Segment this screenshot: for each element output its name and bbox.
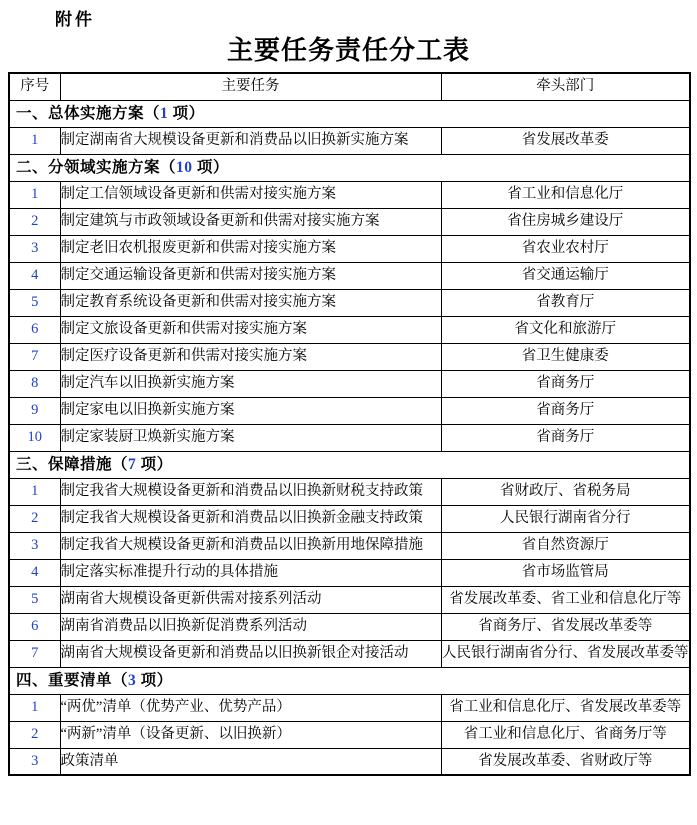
- section-title-text: 项）: [192, 158, 229, 176]
- department-cell: 省商务厅: [441, 424, 690, 451]
- section-title-text: 项）: [168, 104, 205, 122]
- row-number-cell: 3: [9, 235, 60, 262]
- row-number-cell: 1: [9, 694, 60, 721]
- task-cell: “两优”清单（优势产业、优势产品）: [60, 694, 441, 721]
- table-row: [9, 505, 690, 532]
- department-cell: 省工业和信息化厅、省商务厅等: [441, 721, 690, 748]
- department-cell: 省自然资源厅: [441, 532, 690, 559]
- row-number-cell: 6: [9, 316, 60, 343]
- row-number-cell: 1: [9, 181, 60, 208]
- department-cell: 省卫生健康委: [441, 343, 690, 370]
- table-row: [9, 370, 690, 397]
- section-title-text: 四、重要清单（: [16, 671, 129, 689]
- task-cell: 制定我省大规模设备更新和消费品以旧换新金融支持政策: [60, 505, 441, 532]
- section-item-count: 1: [160, 104, 169, 122]
- table-row: [9, 721, 690, 748]
- table-row: [9, 748, 690, 775]
- task-cell: 政策清单: [60, 748, 441, 775]
- task-cell: 湖南省大规模设备更新和消费品以旧换新银企对接活动: [60, 640, 441, 667]
- department-cell: 省农业农村厅: [441, 235, 690, 262]
- department-cell: 省商务厅、省发展改革委等: [441, 613, 690, 640]
- department-cell: 省工业和信息化厅、省发展改革委等: [441, 694, 690, 721]
- row-number-cell: 1: [9, 127, 60, 154]
- row-number-cell: 10: [9, 424, 60, 451]
- task-cell: 制定交通运输设备更新和供需对接实施方案: [60, 262, 441, 289]
- task-cell: 湖南省大规模设备更新供需对接系列活动: [60, 586, 441, 613]
- task-cell: 制定老旧农机报废更新和供需对接实施方案: [60, 235, 441, 262]
- table-row: [9, 289, 690, 316]
- section-title-text: 二、分领域实施方案（: [16, 158, 177, 176]
- table-row: [9, 640, 690, 667]
- department-cell: 人民银行湖南省分行、省发展改革委等: [441, 640, 690, 667]
- table-row: [9, 262, 690, 289]
- section-header-row: [9, 451, 690, 478]
- task-cell: 制定汽车以旧换新实施方案: [60, 370, 441, 397]
- task-cell: 制定工信领域设备更新和供需对接实施方案: [60, 181, 441, 208]
- row-number-cell: 3: [9, 532, 60, 559]
- section-title-text: 项）: [136, 671, 173, 689]
- department-cell: 省发展改革委: [441, 127, 690, 154]
- table-row: [9, 235, 690, 262]
- department-cell: 省教育厅: [441, 289, 690, 316]
- section-item-count: 10: [176, 158, 193, 176]
- row-number-cell: 2: [9, 208, 60, 235]
- header-row: [9, 73, 690, 100]
- section-header-row: [9, 667, 690, 694]
- row-number-cell: 4: [9, 262, 60, 289]
- department-cell: 省工业和信息化厅: [441, 181, 690, 208]
- col-header-task: 主要任务: [60, 73, 441, 100]
- task-cell: 制定医疗设备更新和供需对接实施方案: [60, 343, 441, 370]
- table-row: [9, 478, 690, 505]
- section-item-count: 7: [128, 455, 137, 473]
- table-row: [9, 208, 690, 235]
- table-row: [9, 127, 690, 154]
- task-cell: 制定家装厨卫焕新实施方案: [60, 424, 441, 451]
- department-cell: 省文化和旅游厅: [441, 316, 690, 343]
- col-header-department: 牵头部门: [441, 73, 690, 100]
- table-header: [9, 73, 690, 100]
- table-row: [9, 694, 690, 721]
- section-item-count: 3: [128, 671, 137, 689]
- table-row: [9, 343, 690, 370]
- page-title: 主要任务责任分工表: [226, 35, 470, 65]
- department-cell: 省发展改革委、省工业和信息化厅等: [441, 586, 690, 613]
- department-cell: 省市场监管局: [441, 559, 690, 586]
- task-cell: 制定我省大规模设备更新和消费品以旧换新用地保障措施: [60, 532, 441, 559]
- table-row: [9, 559, 690, 586]
- section-title: [9, 667, 690, 694]
- department-cell: 人民银行湖南省分行: [441, 505, 690, 532]
- task-cell: 制定落实标准提升行动的具体措施: [60, 559, 441, 586]
- task-cell: 制定文旅设备更新和供需对接实施方案: [60, 316, 441, 343]
- attachment-label: 附件: [55, 10, 95, 29]
- row-number-cell: 2: [9, 505, 60, 532]
- table-row: [9, 181, 690, 208]
- row-number-cell: 1: [9, 478, 60, 505]
- row-number-cell: 6: [9, 613, 60, 640]
- row-number-cell: 9: [9, 397, 60, 424]
- section-title-text: 项）: [136, 455, 173, 473]
- section-header-row: [9, 154, 690, 181]
- section-title: [9, 100, 690, 127]
- row-number-cell: 2: [9, 721, 60, 748]
- section-title-text: 三、保障措施（: [16, 455, 129, 473]
- row-number-cell: 8: [9, 370, 60, 397]
- row-number-cell: 7: [9, 640, 60, 667]
- col-header-serial: 序号: [9, 73, 60, 100]
- table-row: [9, 613, 690, 640]
- row-number-cell: 7: [9, 343, 60, 370]
- task-cell: 制定家电以旧换新实施方案: [60, 397, 441, 424]
- table-row: [9, 316, 690, 343]
- row-number-cell: 3: [9, 748, 60, 775]
- table-body: [9, 100, 690, 775]
- section-title: [9, 154, 690, 181]
- row-number-cell: 5: [9, 289, 60, 316]
- table-row: [9, 532, 690, 559]
- task-cell: 湖南省消费品以旧换新促消费系列活动: [60, 613, 441, 640]
- task-cell: “两新”清单（设备更新、以旧换新）: [60, 721, 441, 748]
- task-cell: 制定建筑与市政领域设备更新和供需对接实施方案: [60, 208, 441, 235]
- department-cell: 省商务厅: [441, 397, 690, 424]
- row-number-cell: 5: [9, 586, 60, 613]
- department-cell: 省发展改革委、省财政厅等: [441, 748, 690, 775]
- task-cell: 制定我省大规模设备更新和消费品以旧换新财税支持政策: [60, 478, 441, 505]
- table-row: [9, 586, 690, 613]
- section-title-text: 一、总体实施方案（: [16, 104, 161, 122]
- table-row: [9, 424, 690, 451]
- section-title: [9, 451, 690, 478]
- department-cell: 省住房城乡建设厅: [441, 208, 690, 235]
- department-cell: 省商务厅: [441, 370, 690, 397]
- department-cell: 省财政厅、省税务局: [441, 478, 690, 505]
- task-cell: 制定湖南省大规模设备更新和消费品以旧换新实施方案: [60, 127, 441, 154]
- department-cell: 省交通运输厅: [441, 262, 690, 289]
- section-header-row: [9, 100, 690, 127]
- responsibility-table: [8, 72, 691, 776]
- table-row: [9, 397, 690, 424]
- task-cell: 制定教育系统设备更新和供需对接实施方案: [60, 289, 441, 316]
- row-number-cell: 4: [9, 559, 60, 586]
